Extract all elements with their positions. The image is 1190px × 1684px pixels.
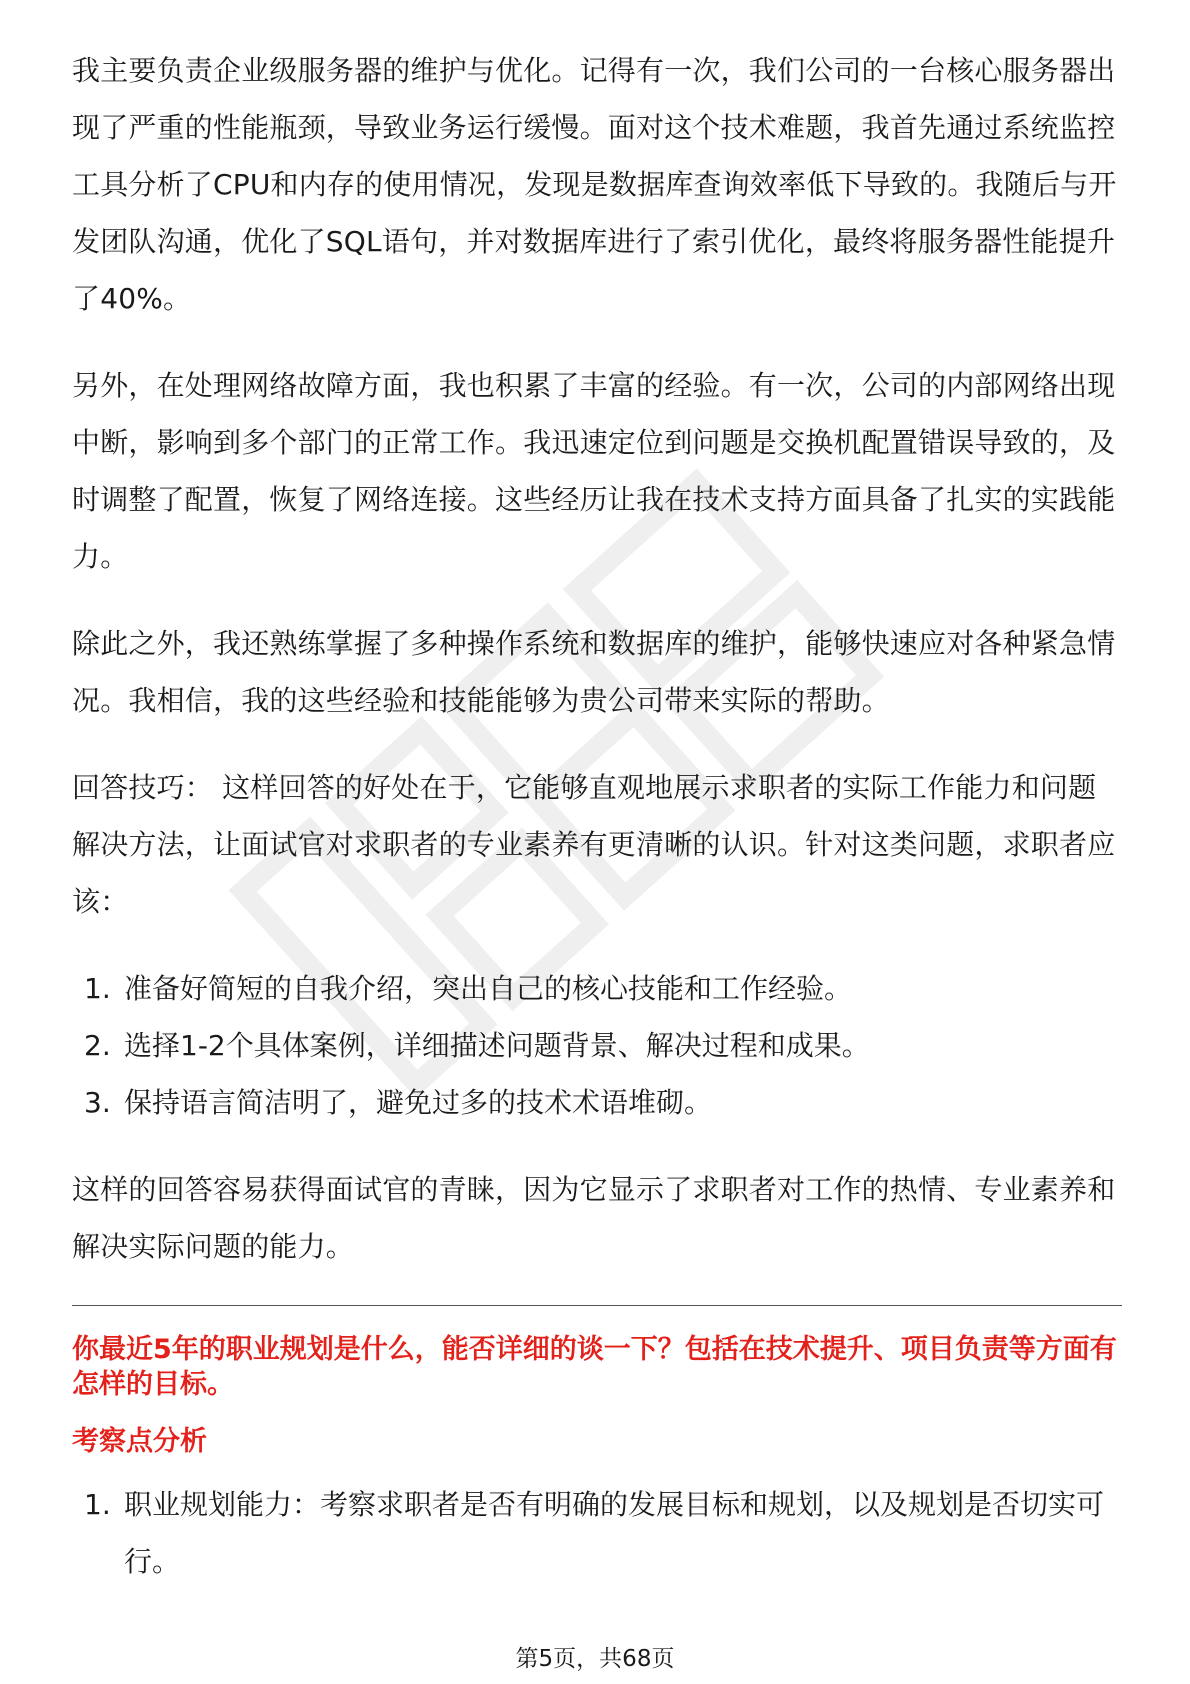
analysis-heading: 考察点分析 [72, 1426, 207, 1457]
list-item [72, 1476, 1122, 1590]
answer-paragraph-1: 我主要负责企业级服务器的维护与优化。记得有一次，我们公司的一台核心服务器出现了严重的性能瓶颈，导致业务运行缓慢。面对这个技术难题，我首先通过系统监控工具分析了CPU和内存的使用情况，发现是数据库查询效率低下导致的。我随后与开发团队沟通，优化了SQL语句，并对数据库进行了索引优化，最终将服务器性能提升了40%。 [72, 54, 1117, 315]
list-number: 1. [84, 972, 111, 1005]
interview-question: 你最近5年的职业规划是什么，能否详细的谈一下？包括在技术提升、项目负责等方面有怎样的目标。 [72, 1334, 1117, 1400]
list-item [72, 1017, 1122, 1074]
tips-list [72, 960, 1122, 1131]
section-divider [72, 1305, 1122, 1306]
list-number: 1. [84, 1488, 111, 1521]
list-number: 2. [84, 1029, 111, 1062]
list-item-text: 选择1-2个具体案例，详细描述问题背景、解决过程和成果。 [124, 1029, 870, 1062]
answer-paragraph-2: 另外，在处理网络故障方面，我也积累了丰富的经验。有一次，公司的内部网络出现中断，影响到多个部门的正常工作。我迅速定位到问题是交换机配置错误导致的，及时调整了配置，恢复了网络连接。这些经历让我在技术支持方面具备了扎实的实践能力。 [72, 369, 1116, 573]
list-item-text: 职业规划能力：考察求职者是否有明确的发展目标和规划，以及规划是否切实可行。 [124, 1488, 1105, 1578]
analysis-list [72, 1476, 1122, 1590]
list-number: 3. [84, 1086, 111, 1119]
list-item [72, 960, 1122, 1017]
conclusion-paragraph: 这样的回答容易获得面试官的青睐，因为它显示了求职者对工作的热情、专业素养和解决实际问题的能力。 [72, 1173, 1116, 1263]
answer-paragraph-3: 除此之外，我还熟练掌握了多种操作系统和数据库的维护，能够快速应对各种紧急情况。我相信，我的这些经验和技能能够为贵公司带来实际的帮助。 [72, 627, 1116, 717]
answer-tips-paragraph: 回答技巧： 这样回答的好处在于，它能够直观地展示求职者的实际工作能力和问题解决方法，让面试官对求职者的专业素养有更清晰的认识。针对这类问题，求职者应该： [72, 771, 1116, 918]
list-item-text: 准备好简短的自我介绍，突出自己的核心技能和工作经验。 [124, 972, 853, 1005]
main-content [72, 42, 1122, 1620]
list-item-text: 保持语言简洁明了，避免过多的技术术语堆砌。 [124, 1086, 713, 1119]
list-item [72, 1074, 1122, 1131]
page-footer: 第5页，共68页 [515, 1646, 675, 1672]
